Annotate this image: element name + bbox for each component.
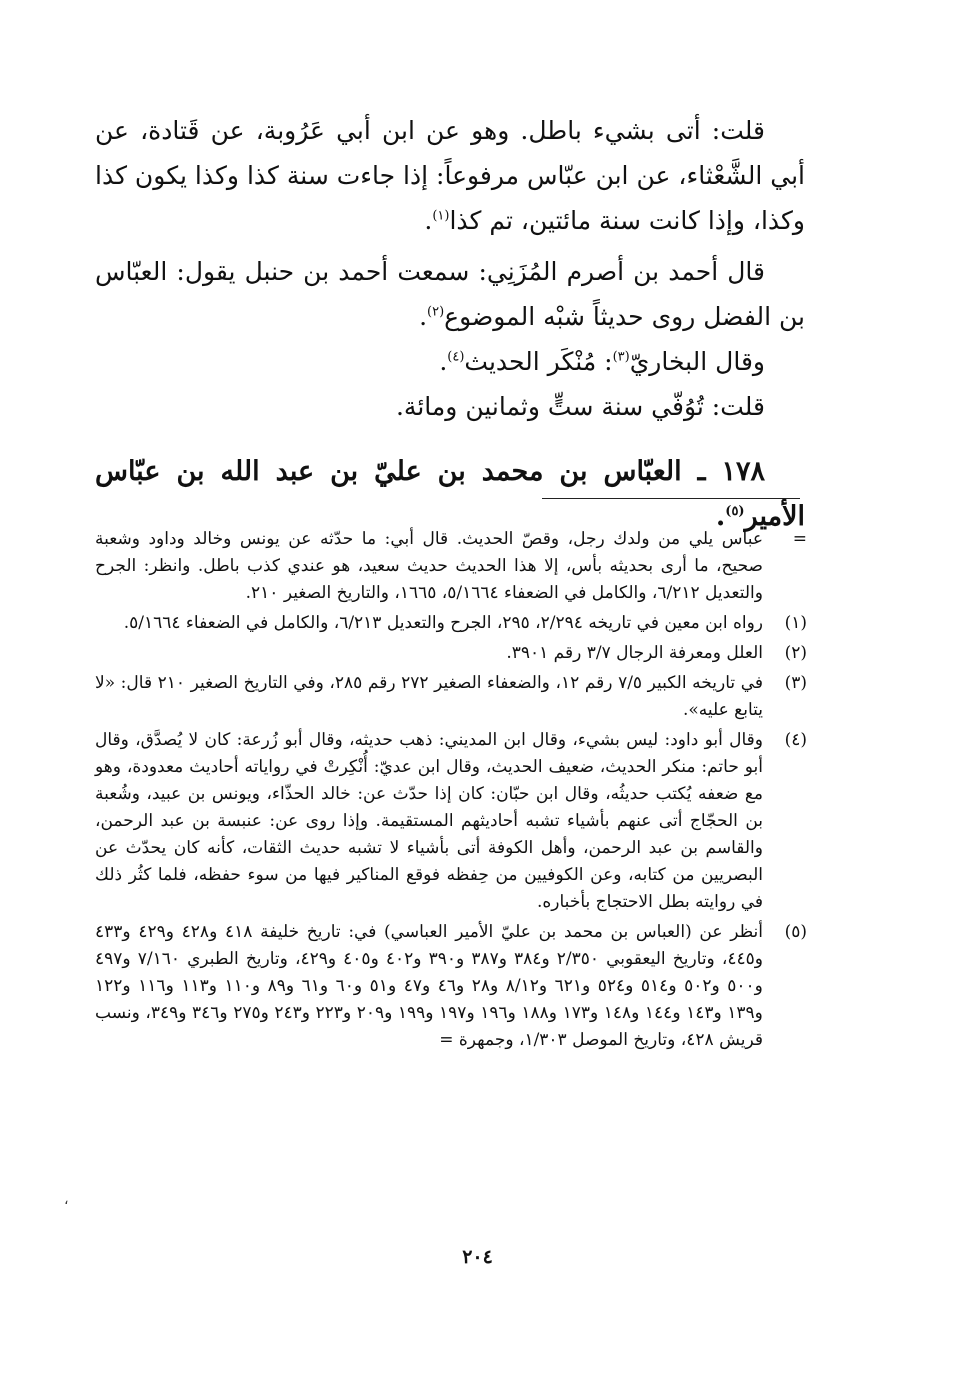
paragraph-3	[95, 339, 805, 384]
stray-mark: ،	[64, 1192, 69, 1208]
paragraph-2-text: قال أحمد بن أصرم المُزَنِي: سمعت أحمد بن حنبل يقول: العبّاس بن الفضل روى حديثاً شبْه الموضوع	[95, 257, 805, 331]
bukhari-text: وقال البخاريّ	[629, 347, 765, 376]
footnote-ref-5: (٥)	[725, 504, 745, 519]
munkar-text: : مُنْكَر الحديث	[464, 347, 613, 376]
footnote-3	[95, 670, 807, 724]
footnote-continuation	[95, 526, 807, 607]
paragraph-3-end: .	[439, 347, 448, 376]
paragraph-2	[95, 249, 805, 339]
footnote-ref-2: (٢)	[427, 304, 445, 320]
footnote-text: أنظر عن (العباس بن محمد بن عليّ الأمير العباسي) في: تاريخ خليفة ٤١٨ و٤٢٨ و٤٢٩ و٤٣٣ و٤٤٥، وتاريخ اليعقوبي ٢/٣٥٠ و٣٨٤ و٣٨٧ و٣٩٠ و٤٠٢ و٤٠٥ و٤٢٩، وتاريخ الطبري ٧/١٦٠ و٤٩٧ و٥٠٠ و٥٠٢ و٥١٤ و٥٢٤ و٦٢١ و٨/١٢ و٢٨ و٤٦ و٤٧ و٥١ و٦٠ و٦١ و٨٩ و١١٠ و١١٣ و١١٦ و١٢٢ و١٣٩ و١٤٣ و١٤٤ و١٤٨ و١٧٣ و١٨٨ و١٩٦ و١٩٧ و١٩٩ و٢٠٩ و٢٢٣ و٢٤٣ و٢٧٥ و٣٤٦ و٣٤٩، ونسب قريش ٤٢٨، وتاريخ الموصل ١/٣٠٣، وجمهرة =	[95, 922, 763, 1050]
footnote-number: (٣)	[784, 673, 807, 693]
main-text	[95, 108, 805, 539]
footnote-text: وقال أبو داود: ليس بشيء، وقال ابن المديني: ذهب حديثه، وقال أبو زُرعة: كان لا يُصدَّق، وقال أبو حاتم: منكر الحديث، ضعيف الحديث، وقال ابن عديّ: أُنْكِرتْ في رواياته أحاديث معدودة، وهو مع ضعفه يُكتب حديثُه، وقال ابن حبّان: كان إذا حدّث عن: خالد الحذّاء، ويونس بن عبيد، وشُعبة بن الحجّاج أتى عنهم بأشياء تشبه أحاديثهم المستقيمة. وإذا روى عن: عنبسة بن عبد الرحمن، والقاسم بن عبد الرحمن، وأهل الكوفة أتى بأشياء لا تشبه حديث الثقات، كأنه كان يحدّث عن البصريين من كتابه، وعن الكوفيين من حِفظه فوقع المناكير فيها من سوء حفظه، فلما كثُر ذلك في روايته بطل الاحتجاج بأخباره.	[95, 730, 763, 912]
paragraph-4: قلت: تُوُفّي سنة ستٍّ وثمانين ومائة.	[395, 392, 765, 421]
footnote-4	[95, 727, 807, 916]
continuation-marker: =	[792, 529, 807, 549]
paragraph-1-text: قلت: أتى بشيء باطل. وهو عن ابن أبي عَرُوبة، عن قَتادة، عن أبي الشَّعْثاء، عن ابن عبّاس مرفوعاً: إذا جاءت سنة كذا وكذا يكون كذا وكذا، وإذا كانت سنة مائتين، تم كذا	[95, 116, 805, 235]
footnote-number: (٥)	[784, 922, 807, 942]
footnote-ref-3: (٣)	[612, 349, 630, 365]
footnote-number: (١)	[784, 613, 807, 633]
paragraph-1	[95, 108, 805, 243]
footnote-ref-1: (١)	[432, 208, 450, 224]
footnotes	[95, 526, 807, 1057]
footnote-text: رواه ابن معين في تاريخه ٢/٢٩٤، ٢٩٥، الجرح والتعديل ٦/٢١٣، والكامل في الضعفاء ٥/١٦٦٤.	[123, 613, 763, 633]
footnote-2	[95, 640, 807, 667]
entry-heading-end: .	[715, 501, 726, 532]
paragraph-1-end: .	[424, 206, 433, 235]
continuation-text: عباس يلي من ولدك رجل، وقصّ الحديث. قال أبي: ما حدّثه عن يونس وخالد وداود وشعبة صحيح، ما أرى بحديثه بأس، إلا هذا الحديث حديث سعيد، هو عندي كذب باطل. وانظر: الجرح والتعديل ٦/٢١٢، والكامل في الضعفاء ٥/١٦٦٤، ١٦٦٥، والتاريخ الصغير ٢١٠.	[95, 529, 763, 603]
footnote-number: (٢)	[784, 643, 807, 663]
entry-heading-text: ١٧٨ ـ العبّاس بن محمد بن عليّ بن عبد الله بن عبّاس الأمير	[95, 456, 805, 532]
footnote-1	[95, 610, 807, 637]
footnote-number: (٤)	[784, 730, 807, 750]
footnote-text: العلل ومعرفة الرجال ٣/٧ رقم ٣٩٠١.	[506, 643, 763, 663]
footnote-text: في تاريخه الكبير ٧/٥ رقم ١٢، والضعفاء الصغير ٢٧٢ رقم ٢٨٥، وفي التاريخ الصغير ٢١٠ قال: «لا يتابع عليه».	[95, 673, 763, 720]
paragraph-2-end: .	[419, 302, 428, 331]
footnote-5	[95, 919, 807, 1054]
page-number: ٢٠٤	[462, 1246, 493, 1268]
footnote-ref-4: (٤)	[447, 349, 465, 365]
footnote-separator	[542, 498, 800, 499]
